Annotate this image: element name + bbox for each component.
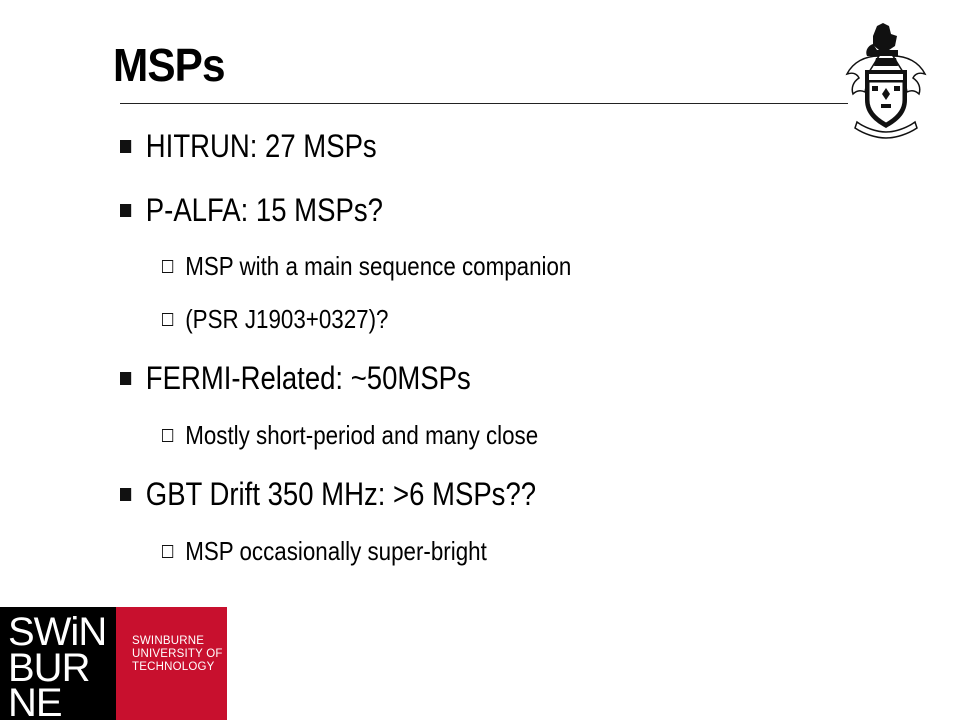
logo-university-name: SWINBURNE UNIVERSITY OF TECHNOLOGY [132,635,223,673]
title-divider [120,103,848,104]
bullet-box-icon [162,313,173,326]
logo-word-line3: NE [8,681,62,725]
logo-word-line2: BUR [8,646,90,690]
bullet-square-icon [120,140,131,153]
list-item: HITRUN: 27 MSPs [120,128,377,164]
bullet-square-icon [120,204,131,217]
bullet-box-icon [162,545,173,558]
list-item: MSP with a main sequence companion [162,251,571,281]
bullet-box-icon [162,260,173,273]
list-item: FERMI-Related: ~50MSPs [120,360,471,396]
logo-word-line1: SWiN [8,610,107,654]
bullet-square-icon [120,372,131,385]
list-item: (PSR J1903+0327)? [162,304,388,334]
crest-logo [843,22,929,140]
list-item: GBT Drift 350 MHz: >6 MSPs?? [120,476,536,512]
list-item: MSP occasionally super-bright [162,536,487,566]
bullet-square-icon [120,488,131,501]
list-item: Mostly short-period and many close [162,420,538,450]
bullet-box-icon [162,429,173,442]
list-item: P-ALFA: 15 MSPs? [120,192,383,228]
slide-title: MSPs [113,39,225,91]
